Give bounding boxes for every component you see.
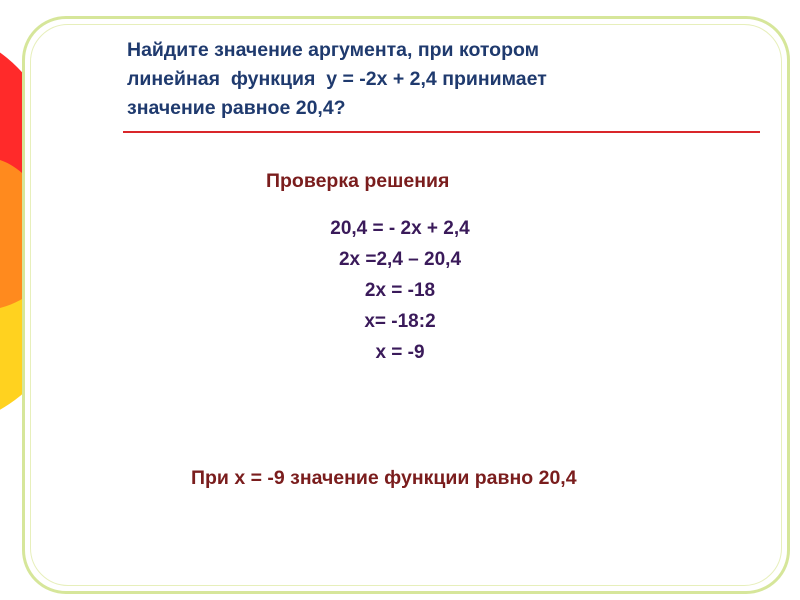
question-line-1: Найдите значение аргумента, при котором (127, 39, 540, 61)
check-title: Проверка решения (266, 170, 450, 192)
solution-step: 2х = -18 (364, 280, 436, 301)
solution-steps (290, 213, 510, 368)
solution-step: х = -9 (375, 342, 425, 363)
solution-step: 2х =2,4 – 20,4 (338, 249, 462, 270)
question-line-3: значение равное 20,4? (127, 97, 346, 119)
question-text (127, 36, 687, 123)
question-line-2: линейная функция у = -2х + 2,4 принимает (127, 68, 547, 90)
conclusion-text: При х = -9 значение функции равно 20,4 (191, 467, 577, 489)
divider-line (123, 131, 760, 133)
solution-step: 20,4 = - 2х + 2,4 (330, 218, 470, 239)
solution-step: х= -18:2 (364, 311, 436, 332)
